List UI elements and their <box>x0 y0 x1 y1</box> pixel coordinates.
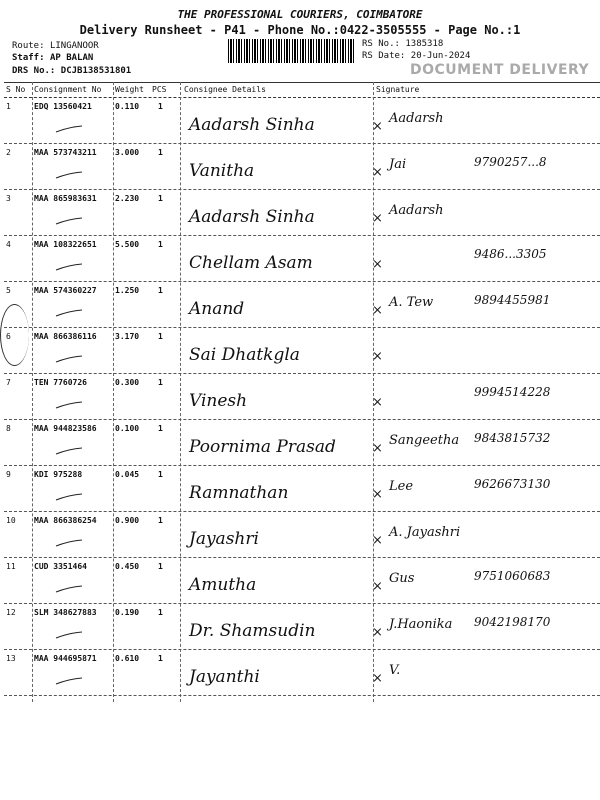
receiver-signature: A. Tew <box>389 295 434 310</box>
receiver-signature: Gus <box>389 571 415 586</box>
table-row <box>4 419 600 466</box>
weight-value: 0.450 <box>115 562 140 571</box>
weight-value: 2.230 <box>115 194 140 203</box>
table-row <box>4 327 600 374</box>
rs-no-label: RS No.: <box>362 39 400 49</box>
tick-mark <box>54 263 84 271</box>
weight-value: 0.900 <box>115 516 140 525</box>
consignment-number: CUD 3351464 <box>34 562 87 571</box>
consignee-signature-name: Ramnathan <box>189 483 289 503</box>
weight-value: 0.110 <box>115 102 140 111</box>
pcs-value: 1 <box>158 562 163 571</box>
consignment-number: EDQ 13560421 <box>34 102 92 111</box>
tick-mark <box>54 447 84 455</box>
row-sno: 1 <box>6 102 11 111</box>
receiver-phone: 9843815732 <box>474 431 551 445</box>
signature-x-icon: × <box>372 579 383 594</box>
route-value: LINGANOOR <box>49 41 99 51</box>
pcs-value: 1 <box>158 608 163 617</box>
consignment-number: MAA 866386116 <box>34 332 97 341</box>
receiver-phone: 9994514228 <box>474 385 551 399</box>
table-row <box>4 143 600 190</box>
col-sno: S No <box>6 85 26 94</box>
tick-mark <box>54 493 84 501</box>
runsheet-subtitle: Delivery Runsheet - P41 - Phone No.:0422-3505555 - Page No.:1 <box>79 23 521 37</box>
row-sno: 13 <box>6 654 16 663</box>
drs-label: DRS No.: <box>12 66 56 76</box>
consignee-signature-name: Aadarsh Sinha <box>189 115 315 135</box>
consignee-signature-name: Jayanthi <box>189 667 260 687</box>
pcs-value: 1 <box>158 516 163 525</box>
receiver-signature: Aadarsh <box>389 203 444 218</box>
receiver-phone: 9751060683 <box>474 569 551 583</box>
weight-value: 3.000 <box>115 148 140 157</box>
consignee-signature-name: Aadarsh Sinha <box>189 207 315 227</box>
pcs-value: 1 <box>158 424 163 433</box>
staff-label: Staff: <box>12 53 45 63</box>
col-pcs: PCS <box>152 85 167 94</box>
signature-x-icon: × <box>372 165 383 180</box>
pcs-value: 1 <box>158 378 163 387</box>
consignee-signature-name: Sai Dhatkgla <box>189 345 300 365</box>
table-row <box>4 97 600 144</box>
col-consignment: Consignment No <box>34 85 102 94</box>
signature-x-icon: × <box>372 395 383 410</box>
document-title: THE PROFESSIONAL COURIERS, COIMBATORE <box>177 8 423 21</box>
receiver-phone: 9486...3305 <box>474 247 547 261</box>
consignment-number: MAA 574360227 <box>34 286 97 295</box>
row-sno: 11 <box>6 562 16 571</box>
row-sno: 6 <box>6 332 11 341</box>
pcs-value: 1 <box>158 148 163 157</box>
weight-value: 0.045 <box>115 470 140 479</box>
col-weight: Weight <box>115 85 144 94</box>
table-header <box>4 82 600 98</box>
receiver-phone: 9042198170 <box>474 615 551 629</box>
consignee-signature-name: Anand <box>189 299 245 319</box>
tick-mark <box>54 217 84 225</box>
row-sno: 9 <box>6 470 11 479</box>
table-row <box>4 235 600 282</box>
signature-x-icon: × <box>372 257 383 272</box>
consignee-signature-name: Dr. Shamsudin <box>189 621 316 641</box>
weight-value: 0.190 <box>115 608 140 617</box>
receiver-signature: V. <box>389 663 401 678</box>
consignee-signature-name: Poornima Prasad <box>189 437 336 457</box>
consignment-number: KDI 975288 <box>34 470 83 479</box>
signature-x-icon: × <box>372 487 383 502</box>
signature-x-icon: × <box>372 349 383 364</box>
tick-mark <box>54 585 84 593</box>
pcs-value: 1 <box>158 102 163 111</box>
weight-value: 1.250 <box>115 286 140 295</box>
tick-mark <box>54 171 84 179</box>
pcs-value: 1 <box>158 654 163 663</box>
tick-mark <box>54 631 84 639</box>
receiver-signature: A. Jayashri <box>389 525 461 540</box>
tick-mark <box>54 309 84 317</box>
rs-no-line <box>362 39 443 49</box>
table-row <box>4 649 600 696</box>
consignment-number: TEN 7760726 <box>34 378 87 387</box>
pcs-value: 1 <box>158 240 163 249</box>
drs-value: DCJB138531801 <box>60 66 132 76</box>
signature-x-icon: × <box>372 625 383 640</box>
rs-date-label: RS Date: <box>362 51 406 61</box>
weight-value: 0.100 <box>115 424 140 433</box>
col-consignee: Consignee Details <box>184 85 266 94</box>
route-line <box>12 41 99 51</box>
drs-line <box>12 66 131 76</box>
row-sno: 5 <box>6 286 11 295</box>
pcs-value: 1 <box>158 194 163 203</box>
pcs-value: 1 <box>158 332 163 341</box>
signature-x-icon: × <box>372 533 383 548</box>
signature-x-icon: × <box>372 303 383 318</box>
consignment-number: MAA 865983631 <box>34 194 97 203</box>
consignment-number: SLM 348627883 <box>34 608 97 617</box>
signature-x-icon: × <box>372 119 383 134</box>
row-sno: 3 <box>6 194 11 203</box>
signature-x-icon: × <box>372 441 383 456</box>
consignment-number: MAA 866386254 <box>34 516 97 525</box>
rs-date-value: 20-Jun-2024 <box>410 51 471 61</box>
receiver-signature: Sangeetha <box>389 433 460 448</box>
table-row <box>4 189 600 236</box>
signature-x-icon: × <box>372 211 383 226</box>
receiver-signature: Jai <box>389 157 407 172</box>
receiver-phone: 9790257...8 <box>474 155 547 169</box>
receiver-phone: 9894455981 <box>474 293 551 307</box>
receiver-signature: Aadarsh <box>389 111 444 126</box>
consignment-number: MAA 944823586 <box>34 424 97 433</box>
row-circle-mark <box>0 304 29 366</box>
rs-no-value: 1385318 <box>405 39 444 49</box>
row-sno: 12 <box>6 608 16 617</box>
receiver-phone: 9626673130 <box>474 477 551 491</box>
consignment-number: MAA 573743211 <box>34 148 97 157</box>
consignee-signature-name: Vinesh <box>189 391 248 411</box>
consignee-signature-name: Vanitha <box>189 161 255 181</box>
table-row <box>4 557 600 604</box>
col-signature: Signature <box>376 85 420 94</box>
tick-mark <box>54 401 84 409</box>
signature-x-icon: × <box>372 671 383 686</box>
staff-value: AP BALAN <box>49 53 94 63</box>
receiver-signature: Lee <box>389 479 414 494</box>
table-row <box>4 511 600 558</box>
tick-mark <box>54 539 84 547</box>
document-delivery-stamp: DOCUMENT DELIVERY <box>410 62 590 78</box>
pcs-value: 1 <box>158 286 163 295</box>
weight-value: 5.500 <box>115 240 140 249</box>
table-row <box>4 603 600 650</box>
table-row <box>4 281 600 328</box>
rs-date-line <box>362 51 470 61</box>
weight-value: 0.300 <box>115 378 140 387</box>
consignee-signature-name: Jayashri <box>189 529 259 549</box>
table-row <box>4 465 600 512</box>
tick-mark <box>54 677 84 685</box>
row-sno: 10 <box>6 516 16 525</box>
row-sno: 2 <box>6 148 11 157</box>
consignment-number: MAA 944695871 <box>34 654 97 663</box>
consignee-signature-name: Chellam Asam <box>189 253 313 273</box>
tick-mark <box>54 355 84 363</box>
table-row <box>4 373 600 420</box>
receiver-signature: J.Haonika <box>389 617 453 632</box>
route-label: Route: <box>12 41 45 51</box>
consignee-signature-name: Amutha <box>189 575 257 595</box>
tick-mark <box>54 125 84 133</box>
consignment-number: MAA 108322651 <box>34 240 97 249</box>
barcode <box>228 39 356 63</box>
weight-value: 0.610 <box>115 654 140 663</box>
row-sno: 7 <box>6 378 11 387</box>
pcs-value: 1 <box>158 470 163 479</box>
weight-value: 3.170 <box>115 332 140 341</box>
staff-line <box>12 53 93 63</box>
row-sno: 4 <box>6 240 11 249</box>
row-sno: 8 <box>6 424 11 433</box>
